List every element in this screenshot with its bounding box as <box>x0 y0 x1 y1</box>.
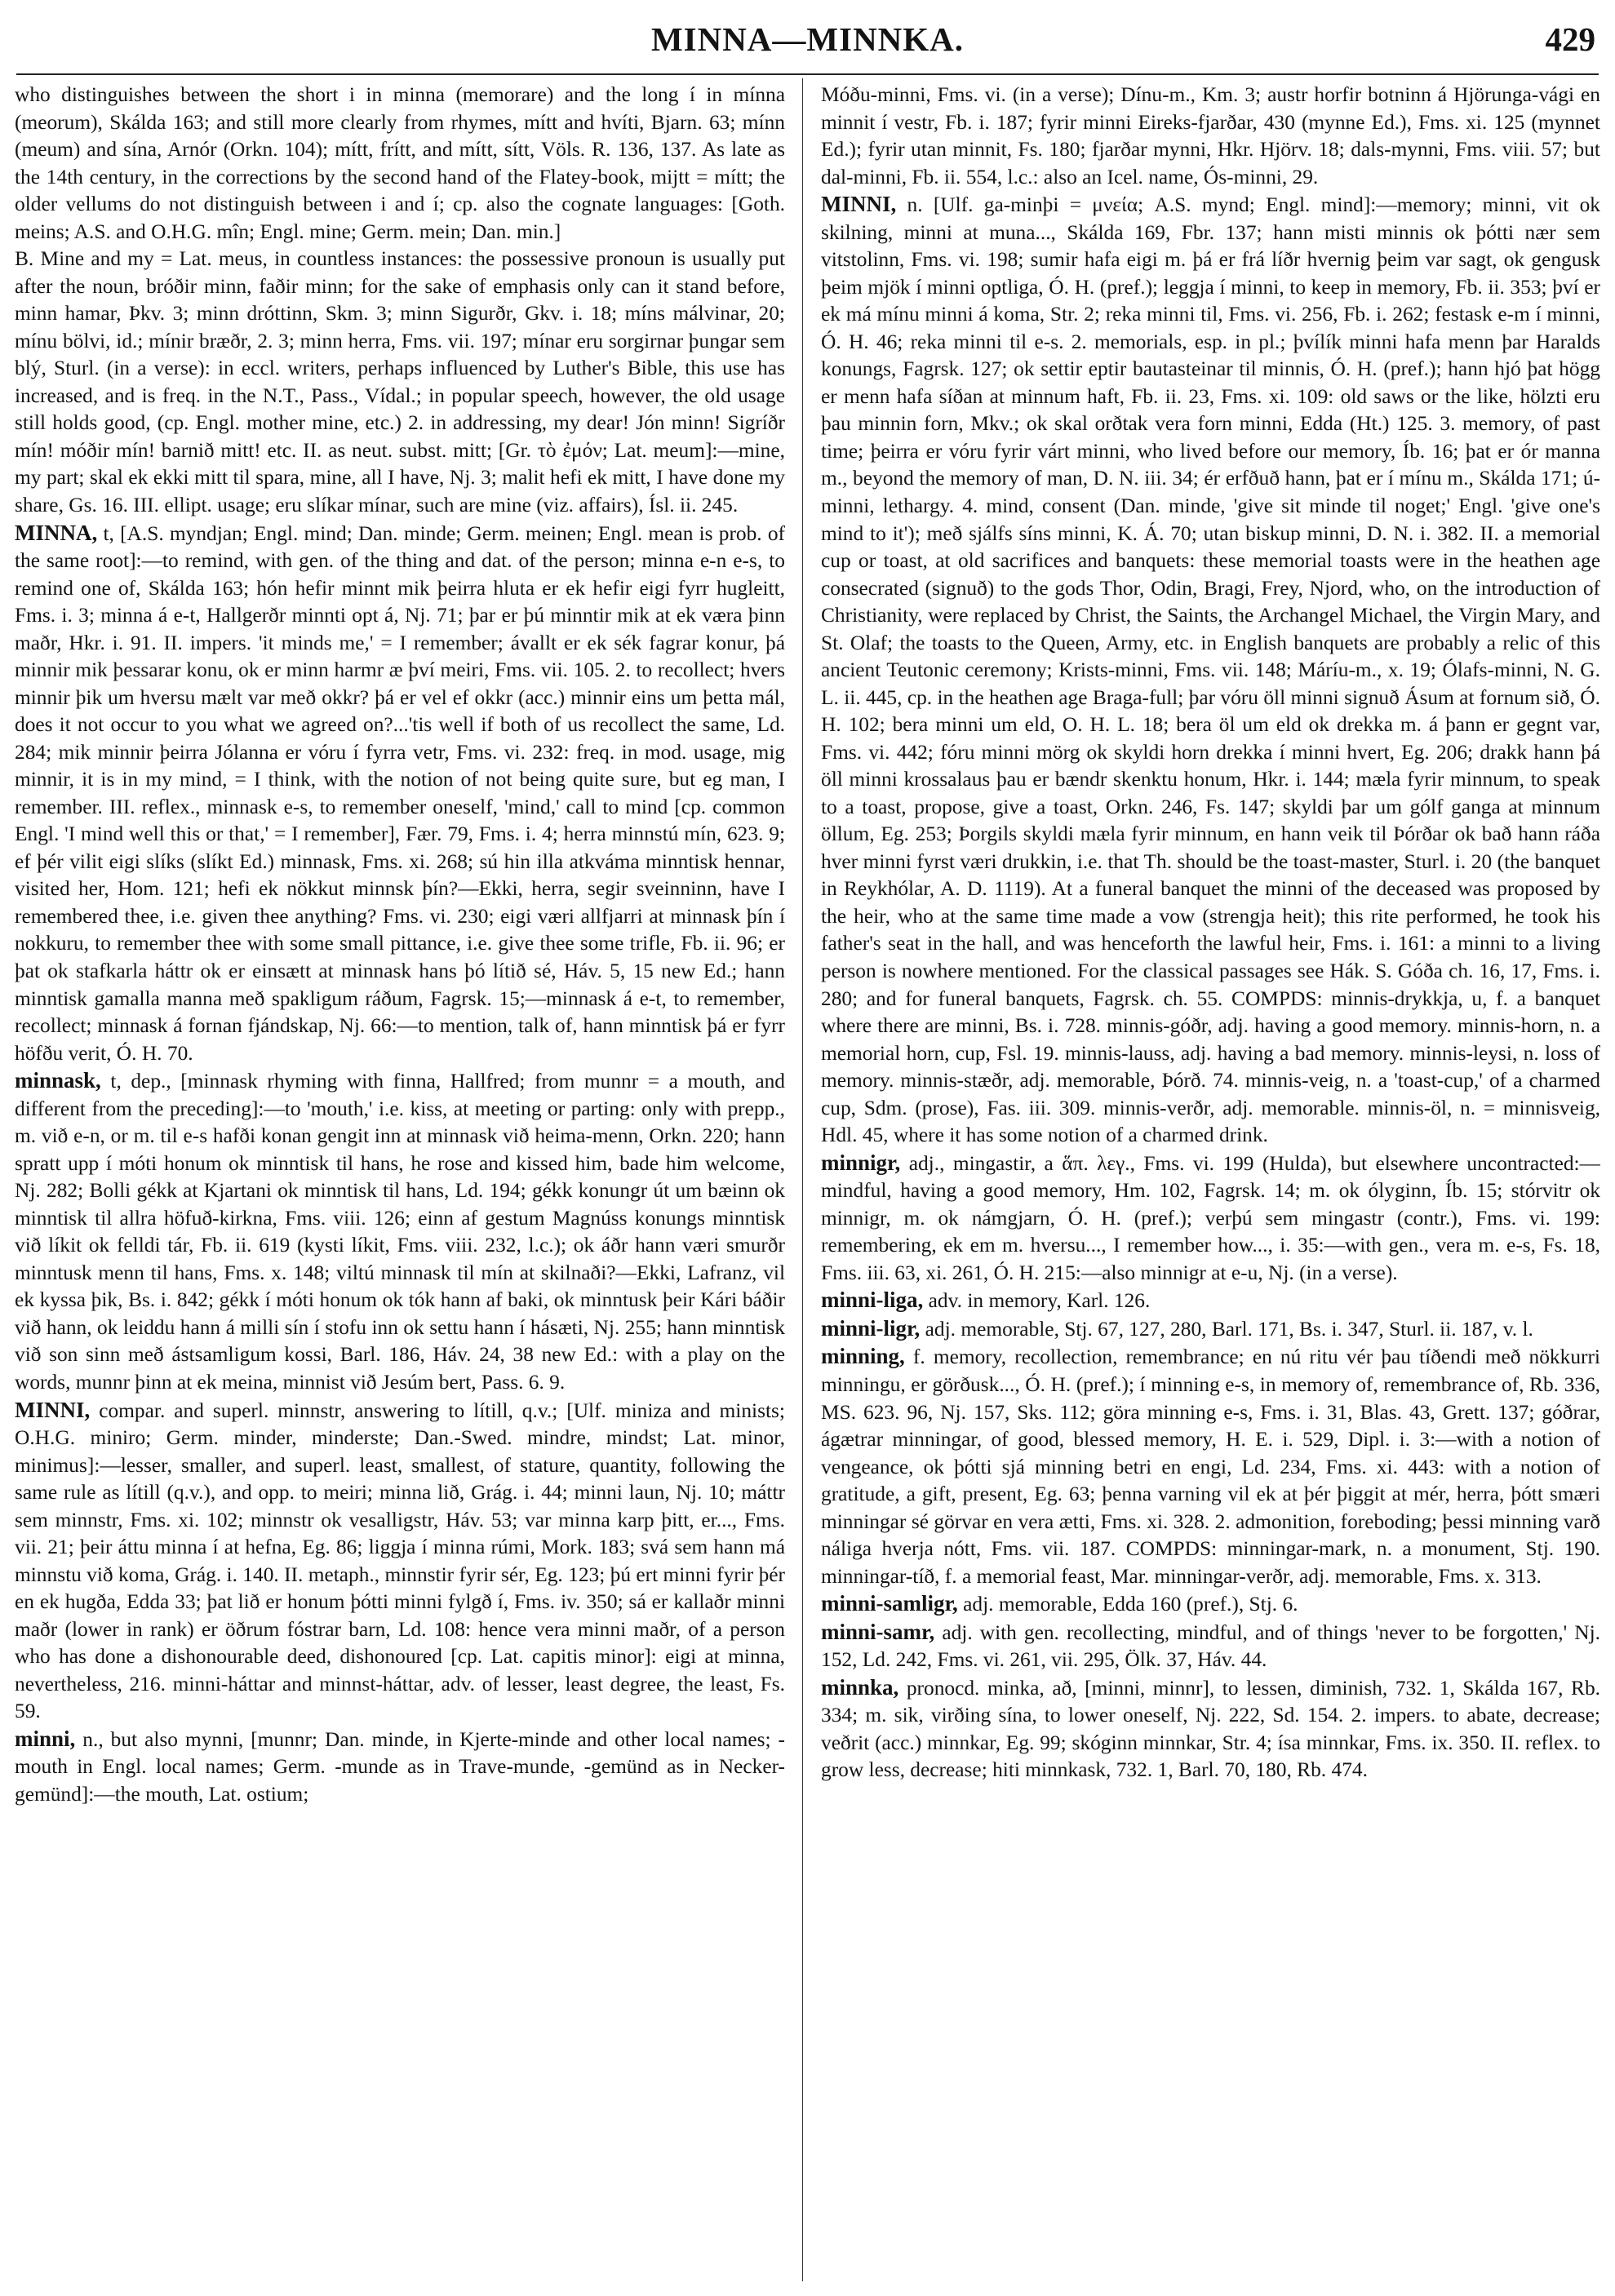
entry-text: B. Mine and my = Lat. meus, in countless instances: the possessive pronoun is usually put after the noun, bróðir minn, faðir minn; for the sake of emphasis only can it stand before, minn hamar, Þkv. 3; minn dróttinn, Skm. 3; minn Sigurðr, Gkv. i. 18; míns málvinar, 20; mínu bölvi, id.; mínir bræðr, 2. 3; minn herra, Fms. vii. 197; mínar eru sorgirnar þungar sem blý, Sturl. (in a verse): in eccl. writers, perhaps influenced by Luther's Bible, this use has increased, and is freq. in the N.T., Pass., Vídal.; in popular speech, however, the old usage still holds good, (cp. Engl. mother mine, etc.) 2. in addressing, my dear! Jón minn! Sigríðr mín! móðir mín! barnið mitt! etc. II. as neut. subst. mitt; [Gr. τὸ ἐμόν; Lat. meum]:—mine, my part; skal ek ekki mitt til spara, mine, all I have, Nj. 3; malit hefi ek mitt, I have done my share, Gs. 16. III. ellipt. usage; eru slíkar mínar, such are mine (viz. affairs), Ísl. ii. 245. <box>15 247 785 516</box>
entry-text: pronocd. minka, að, [minni, minnr], to lessen, diminish, 732. 1, Skálda 167, Rb. 334; m. sik, virðing sína, to lower oneself, Nj. 222, Sd. 154. 2. impers. to abate, decrease; veðrit (acc.) minnkar, Eg. 99; skóginn minnkar, Str. 4; ísa minnkar, Fms. ix. 350. II. reflex. to grow less, decrease; hiti minnkask, 732. 1, Barl. 70, 180, Rb. 474. <box>821 1676 1600 1782</box>
entry-text: n., but also mynni, [munnr; Dan. minde, in Kjerte-minde and other local names; -mouth in Engl. local names; Germ. -munde as in Trave-munde, -gemünd as in Necker-gemünd]:—the mouth, Lat. ostium; <box>15 1727 785 1806</box>
entry-text: adj. memorable, Stj. 67, 127, 280, Barl. 171, Bs. i. 347, Sturl. ii. 187, v. l. <box>925 1317 1533 1341</box>
entry-headword: MINNI, <box>821 192 897 217</box>
entry-headword: minning, <box>821 1344 905 1369</box>
dictionary-entry <box>821 191 1600 1150</box>
dictionary-entry <box>15 246 785 519</box>
entry-headword: minni-liga, <box>821 1288 924 1313</box>
dictionary-entry <box>821 1619 1600 1674</box>
dictionary-entry <box>821 1674 1600 1784</box>
left-column <box>15 82 785 2276</box>
entry-text: Móðu-minni, Fms. vi. (in a verse); Dínu-m., Km. 3; austr horfir botninn á Hjörunga-vági en minnit í vestr, Fb. i. 187; fyrir minni Eireks-fjarðar, 430 (mynne Ed.), Fms. xi. 125 (mynnet Ed.); fyrir utan minnit, Fs. 180; fjarðar mynni, Hkr. Hjörv. 18; dals-mynni, Fms. viii. 57; but dal-minni, Fb. ii. 554, l.c.: also an Icel. name, Ós-minni, 29. <box>821 83 1600 188</box>
entry-headword: MINNI, <box>15 1397 91 1422</box>
column-divider <box>802 78 803 2281</box>
entry-text: compar. and superl. minnstr, answering to lítill, q.v.; [Ulf. miniza and minists; O.H.G. miniro; Germ. minder, minderste; Dan.-Swed. mindre, mindst; Lat. minor, minimus]:—lesser, smaller, and superl. least, smallest, of stature, quantity, following the same rule as lítill (q.v.), and opp. to meiri; minna lið, Grág. i. 44; minni laun, Nj. 10; máttr sem minnstr, Fms. xi. 102; minnstr ok vesalligstr, Háv. 53; var minna karp þitt, er..., Fms. vii. 21; þeir áttu minna í at hefna, Eg. 86; liggja í minna rúmi, Mork. 183; svá sem hann má minnstu við koma, Grág. i. 140. II. metaph., minnstir fyrir sér, Eg. 123; þú ert minni fyrir þér en ek hugða, Edda 33; þat lið er honum þótti minni fylgð í, Fms. iv. 350; sá er kallaðr minni maðr (lower in rank) er öðrum fóstrar barn, Ld. 108: hence vera minni maðr, of a person who has done a dishonourable deed, dishonoured [cp. Lat. capitis minor]: eigi at minna, nevertheless, 216. minni-háttar and minnst-háttar, adv. of lesser, least degree, the least, Fs. 59. <box>15 1398 785 1723</box>
dictionary-entry <box>821 1315 1600 1344</box>
entry-text: n. [Ulf. ga-minþi = μνεία; A.S. mynd; Engl. mind]:—memory; minni, vit ok skilning, minni at muna..., Skálda 169, Fbr. 137; hann misti minnis ok þótti nær sem vitstolinn, Fms. vi. 198; sumir hafa eigi m. þá er frá líðr hvernig þeim var sagt, ok gengusk þeim mjök í minni optliga, Ó. H. (pref.); leggja í minni, to keep in memory, Fb. ii. 353; því er ek má mínu minni á koma, Str. 2; reka minni til, Fms. vi. 256, Fb. i. 262; festask e-m í minni, Ó. H. 46; reka minni til e-s. 2. memorials, esp. in pl.; þvílík minni hafa menn þar Haralds konungs, Fagrsk. 127; ok settir eptir bautasteinar til minnis, Ó. H. (pref.); hann hjó þat högg er menn hafa síðan at minnum haft, Fb. ii. 23, Fms. xi. 109: old saws or the like, hölzti eru þau minnin forn, Mkv.; ok skal orðtak vera forn minni, Edda (Ht.) 125. 3. memory, of past time; þeirra er vóru fyrir várt minni, who lived before our memory, Íb. 16; þat er ór manna m., beyond the memory of man, D. N. iii. 34; ér erfðuð hann, þat er í mínu m., Skálda 171; ú-minni, lethargy. 4. mind, consent (Dan. minde, 'give sit minde til noget;' Engl. 'give one's mind to it'); með sjálfs síns minni, K. Á. 70; utan biskup minni, D. N. i. 382. II. a memorial cup or toast, at old sacrifices and banquets: these memorial toasts were in the heathen age consecrated (signuð) to the gods Thor, Odin, Bragi, Frey, Njord, who, on the introduction of Christianity, were replaced by Christ, the Saints, the Archangel Michael, the Virgin Mary, and St. Olaf; the toasts to the Queen, Army, etc. in English banquets are probably a relic of this ancient Teutonic ceremony; Krists-minni, Fms. vii. 148; Máríu-m., x. 19; Ólafs-minni, N. G. L. ii. 445, cp. in the heathen age Braga-full; þar vóru öll minni signuð Ásum at fornum sið, Ó. H. 102; bera minni um eld, O. H. L. 18; bera öl um eld ok drekka m. á þann er gegnt var, Fms. vi. 442; fóru minni mörg ok skyldi horn drekka í minni hvert, Eg. 206; drakk hann þá öll minni krossalaus þau er bændr skenktu honum, Hkr. i. 144; mæla fyrir minnum, to speak to a toast, propose, give a toast, Orkn. 246, Fs. 147; skyldi þar um gólf ganga at minnum öllum, Eg. 253; Þorgils skyldi mæla fyrir minnum, en hann veik til Þórðar ok bað hann ráða hver minni fyrst væri drukkin, i.e. that Th. should be the toast-master, Sturl. i. 20 (the banquet in Reykhólar, A. D. 1119). At a funeral banquet the minni of the deceased was proposed by the heir, who at the same time made a vow (strengja heit); this rite performed, he took his father's seat in the hall, and was henceforth the lawful heir, Fms. i. 161: a minni to a living person is nowhere mentioned. For the classical passages see Hák. S. Góða ch. 16, 17, Fms. i. 280; and for funeral banquets, Fagrsk. ch. 55. COMPDS: minnis-drykkja, u, f. a banquet where there are minni, Bs. i. 728. minnis-góðr, adj. having a good memory. minnis-horn, n. a memorial horn, cup, Fsl. 19. minnis-lauss, adj. having a bad memory. minnis-leysi, n. loss of memory. minnis-stæðr, adj. memorable, Þórð. 74. minnis-veig, n. a 'toast-cup,' of a charmed cup, Sdm. (prose), Fas. iii. 309. minnis-verðr, adj. memorable. minnis-öl, n. = minnisveig, Hdl. 45, where it has some notion of a charmed drink. <box>821 193 1600 1147</box>
dictionary-entry <box>821 1343 1600 1590</box>
entry-headword: minnka, <box>821 1674 899 1700</box>
entry-headword: minni, <box>15 1726 76 1751</box>
dictionary-entry <box>821 1287 1600 1315</box>
dictionary-entry <box>821 1590 1600 1619</box>
entry-text: f. memory, recollection, remembrance; en nú ritu vér þau tíðendi með nökkurri minningu, er görðusk..., Ó. H. (pref.); í minning e-s, in memory of, remembrance of, Rb. 336, MS. 623. 96, Nj. 157, Sks. 112; göra minning e-s, Fms. i. 31, Blas. 43, Grett. 137; góðrar, ágætrar minningar, of good, blessed memory, H. E. i. 529, Dipl. i. 3:—with a notion of vengeance, ok þótti sjá minning betri en engi, Ld. 234, Fms. xi. 443: with a notion of gratitude, a gift, present, Eg. 63; þenna varning vil ek at þér þiggit at mér, herra, þótt smæri minningar sé görvar en vera ætti, Fms. xi. 328. 2. admonition, foreboding; þessi minning varð náliga hverja nótt, Fms. vii. 187. COMPDS: minningar-mark, n. a monument, Stj. 190. minningar-tíð, f. a memorial feast, Mar. minningar-verðr, adj. memorable, Fms. x. 313. <box>821 1345 1600 1588</box>
entry-text: t, [A.S. myndjan; Engl. mind; Dan. minde; Germ. meinen; Engl. mean is prob. of the same root]:—to remind, with gen. of the thing and dat. of the person; minna e-n e-s, to remind one of, Skálda 163; hón hefir minnt mik þeirra hluta er ek hefir eigi fyrr hugleitt, Fms. i. 3; minna á e-t, Hallgerðr minnti opt á, Nj. 71; þar er þú minntir mik at ek væra þinn maðr, Hkr. i. 91. II. impers. 'it minds me,' = I remember; ávallt er ek sék fagrar konur, þá minnir mik þessarar konu, ok er minn harmr æ því meiri, Fms. vii. 105. 2. to recollect; hvers minnir þik um hversu mælt var með okkr? þá er vel ef okkr (acc.) minnir eins um þetta mál, does it not occur to you what we agreed on?...'tis well if both of us recollect the same, Ld. 284; mik minnir þeirra Jólanna er vóru í fyrra vetr, Fms. vi. 232: freq. in mod. usage, mig minnir, it is in my mind, = I think, with the notion of not being quite sure, but eg man, I remember. III. reflex., minnask e-s, to remember oneself, 'mind,' call to mind [cp. common Engl. 'I mind well this or that,' = I remember], Fær. 79, Fms. i. 4; herra minnstú mín, 623. 9; ef þér vilit eigi slíks (slíkt Ed.) minnask, Fms. xi. 268; sú hin illa atkváma minntisk hennar, visited her, Hom. 121; hefi ek nökkut minnsk þín?—Ekki, herra, segir sveinninn, have I remembered thee, i.e. given thee anything? Fms. vi. 230; eigi væri allfjarri at minnask þín í nokkuru, to remember thee with some small pittance, i.e. give thee some trifle, Fb. ii. 96; er þat ok stafkarla háttr ok er einsætt at minnask hans þó lítið sé, Háv. 5, 15 new Ed.; hann minntisk gamalla manna með spakligum ráðum, Fagrsk. 15;—minnask á e-t, to remember, recollect; minnask á fornan fjándskap, Nj. 66:—to mention, talk of, hann minntisk þá er fyrr höfðu verit, Ó. H. 70. <box>15 521 785 1065</box>
entry-headword: minnask, <box>15 1068 101 1093</box>
entry-text: adj. memorable, Edda 160 (pref.), Stj. 6. <box>963 1593 1298 1616</box>
entry-headword: minnigr, <box>821 1150 901 1175</box>
running-head: MINNA—MINNKA. <box>650 20 965 58</box>
entry-headword: minni-samr, <box>821 1619 935 1644</box>
entry-text: adj. with gen. recollecting, mindful, and of things 'never to be forgotten,' Nj. 152, Ld. 242, Fms. vi. 261, vii. 295, Ölk. 37, Háv. 44. <box>821 1620 1600 1672</box>
entry-text: t, dep., [minnask rhyming with finna, Hallfred; from munnr = a mouth, and different from the preceding]:—to 'mouth,' i.e. kiss, at meeting or parting: only with prepp., m. við e-n, or m. til e-s hafði konan gengit inn at minnask við heima-menn, Orkn. 220; hann spratt upp í móti honum ok minntisk til hans, he rose and kissed him, bade him welcome, Nj. 282; Bolli gékk at Kjartani ok minntisk til hans, Ld. 194; gékk konungr út um bæinn ok minntisk til allra höfuð-kirkna, Fms. viii. 126; einn af gestum Magnúss konungs minntisk við líkit ok felldi tár, Fb. ii. 619 (kysti líkit, Fms. viii. 232, l.c.); ok áðr hann væri smurðr minntusk menn til hans, Fms. x. 148; viltú minnask til mín at skilnaði?—Ekki, Lafranz, vil ek kyssa þik, Bs. i. 842; gékk í móti honum ok tók hann af baki, ok minntusk þeir Kári báðir við hann, ok leiddu hann á milli sín í stofu inn ok settu hann í hásæti, Nj. 255; hann minntisk við son sinn með ástsamligum kossi, Barl. 186, Háv. 24, 38 new Ed.: with a play on the words, munnr þinn at ek meina, minnist við Jesúm bert, Pass. 6. 9. <box>15 1070 785 1394</box>
header-rule <box>16 73 1599 75</box>
right-column <box>821 82 1600 2276</box>
entry-text: adv. in memory, Karl. 126. <box>928 1289 1151 1313</box>
entry-headword: minni-samligr, <box>821 1591 958 1616</box>
dictionary-entry <box>15 1397 785 1726</box>
entry-text: adj., mingastir, a ἅπ. λεγ., Fms. vi. 199 (Hulda), but elsewhere uncontracted:—mindful, having a good memory, Hm. 102, Fagrsk. 14; m. ok ólyginn, Íb. 15; stórvitr ok minnigr, m. ok námgjarn, Ó. H. (pref.); verþú sem mingastr (contr.), Fms. vi. 199: remembering, ek em m. hversu..., I remember how..., i. 35:—with gen., vera m. e-s, Fs. 18, Fms. iii. 63, xi. 261, Ó. H. 215:—also minnigr at e-u, Nj. (in a verse). <box>821 1151 1600 1284</box>
dictionary-entry <box>15 1067 785 1396</box>
dictionary-entry <box>15 520 785 1068</box>
page-header <box>0 8 1615 73</box>
entry-headword: MINNA, <box>15 520 98 545</box>
dictionary-entry <box>15 82 785 246</box>
entry-text: who distinguishes between the short i in minna (memorare) and the long í in mínna (meorum), Skálda 163; and still more clearly from rhymes, mítt and hvíti, Bjarn. 63; mínn (meum) and sína, Arnór (Orkn. 104); mítt, frítt, and mítt, sítt, Völs. R. 136, 137. As late as the 14th century, in the corrections by the second hand of the Flatey-book, mijtt = mítt; the older vellums do not distinguish between i and í; cp. also the cognate languages: [Goth. meins; A.S. and O.H.G. mîn; Engl. mine; Germ. mein; Dan. min.] <box>15 83 785 243</box>
page-number: 429 <box>1545 20 1595 58</box>
dictionary-entry <box>15 1726 785 1809</box>
dictionary-entry <box>821 82 1600 191</box>
entry-headword: minni-ligr, <box>821 1315 921 1341</box>
dictionary-entry <box>821 1150 1600 1288</box>
